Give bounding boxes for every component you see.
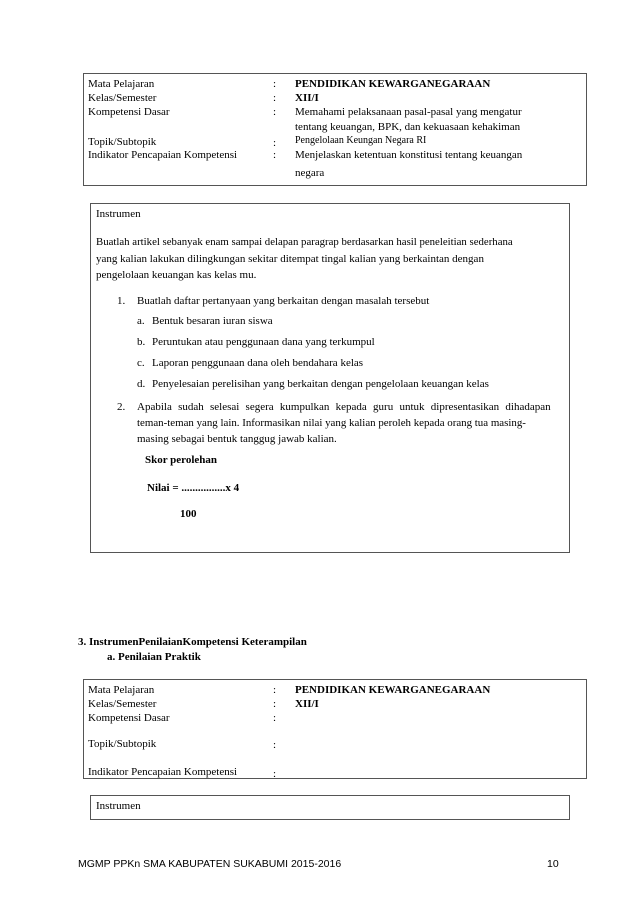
t2-sep: : bbox=[273, 739, 277, 751]
t2-label-indikator: Indikator Pencapaian Kompetensi bbox=[88, 766, 238, 778]
t2-sep: : bbox=[273, 698, 277, 710]
t1-label-kelas: Kelas/Semester bbox=[88, 92, 157, 104]
nilai-denominator: 100 bbox=[180, 508, 197, 520]
t1-value-mata-pelajaran: PENDIDIKAN KEWARGANEGARAAN bbox=[295, 78, 491, 90]
subitem-a-text: Bentuk besaran iuran siswa bbox=[152, 315, 273, 327]
t1-value-kompetensi-line2: tentang keuangan, BPK, dan kekuasaan kehakiman bbox=[295, 121, 521, 133]
t2-label-kelas: Kelas/Semester bbox=[88, 698, 157, 710]
subitem-c-text: Laporan penggunaan dana oleh bendahara kelas bbox=[152, 357, 364, 369]
t1-sep: : bbox=[273, 149, 277, 161]
t1-sep: : bbox=[273, 137, 277, 149]
item-1-text: Buatlah daftar pertanyaan yang berkaitan dengan masalah tersebut bbox=[137, 295, 430, 307]
item-1-number: 1. bbox=[117, 295, 126, 307]
footer-page-number: 10 bbox=[547, 858, 559, 870]
t2-label-topik: Topik/Subtopik bbox=[88, 738, 157, 750]
t2-label-kompetensi: Kompetensi Dasar bbox=[88, 712, 170, 724]
t1-sep: : bbox=[273, 106, 277, 118]
subitem-c-letter: c. bbox=[137, 357, 145, 369]
section-3-heading: 3. InstrumenPenilaianKompetensi Keterampilan bbox=[78, 636, 307, 648]
t1-label-topik: Topik/Subtopik bbox=[88, 136, 157, 148]
section-3a-subheading: a. Penilaian Praktik bbox=[107, 651, 201, 663]
item-2-line3: masing sebagai bentuk tanggug jawab kalian. bbox=[137, 433, 337, 445]
instrumen-intro-line1: Buatlah artikel sebanyak enam sampai delapan paragrap berdasarkan hasil peneleitian sederhana bbox=[96, 236, 513, 248]
subitem-d-text: Penyelesaian perelisihan yang berkaitan dengan pengelolaan keuangan kelas bbox=[152, 378, 489, 390]
t1-label-kompetensi: Kompetensi Dasar bbox=[88, 106, 170, 118]
t1-value-kelas: XII/I bbox=[295, 92, 319, 104]
instrumen-heading: Instrumen bbox=[96, 208, 141, 220]
subitem-d-letter: d. bbox=[137, 378, 146, 390]
t1-label-indikator: Indikator Pencapaian Kompetensi bbox=[88, 149, 238, 161]
nilai-formula: Nilai = ................x 4 bbox=[147, 482, 240, 494]
t2-label-mata-pelajaran: Mata Pelajaran bbox=[88, 684, 155, 696]
item-2-line1: Apabila sudah selesai segera kumpulkan kepada guru untuk dipresentasikan dihadapan bbox=[137, 401, 551, 413]
t2-value-kelas: XII/I bbox=[295, 698, 319, 710]
subitem-b-text: Peruntukan atau penggunaan dana yang terkumpul bbox=[152, 336, 375, 348]
t1-value-indikator-line2: negara bbox=[295, 167, 325, 179]
t2-sep: : bbox=[273, 684, 277, 696]
t2-sep: : bbox=[273, 712, 277, 724]
instrumen-box-2 bbox=[90, 795, 570, 820]
item-2-number: 2. bbox=[117, 401, 126, 413]
t1-sep: : bbox=[273, 92, 277, 104]
subitem-a-letter: a. bbox=[137, 315, 145, 327]
t1-value-indikator-line1: Menjelaskan ketentuan konstitusi tentang keuangan bbox=[295, 149, 523, 161]
t1-sep: : bbox=[273, 78, 277, 90]
subitem-b-letter: b. bbox=[137, 336, 146, 348]
t1-label-mata-pelajaran: Mata Pelajaran bbox=[88, 78, 155, 90]
item-2-line2: teman-teman yang lain. Informasikan nilai yang kalian peroleh kepada orang tua masing- bbox=[137, 417, 526, 429]
instrumen-intro-line3: pengelolaan keuangan kas kelas mu. bbox=[96, 269, 257, 281]
instrumen-intro-line2: yang kalian lakukan dilingkungan sekitar ditempat tingal kalian yang berkaintan dengan bbox=[96, 253, 484, 265]
score-label: Skor perolehan bbox=[145, 454, 218, 466]
t2-value-mata-pelajaran: PENDIDIKAN KEWARGANEGARAAN bbox=[295, 684, 491, 696]
footer-organization: MGMP PPKn SMA KABUPATEN SUKABUMI 2015-2016 bbox=[78, 858, 342, 870]
instrumen-2-heading: Instrumen bbox=[96, 800, 141, 812]
t1-value-topik: Pengelolaan Keungan Negara RI bbox=[295, 135, 427, 146]
t1-value-kompetensi-line1: Memahami pelaksanaan pasal-pasal yang mengatur bbox=[295, 106, 522, 118]
t2-sep: : bbox=[273, 768, 277, 780]
